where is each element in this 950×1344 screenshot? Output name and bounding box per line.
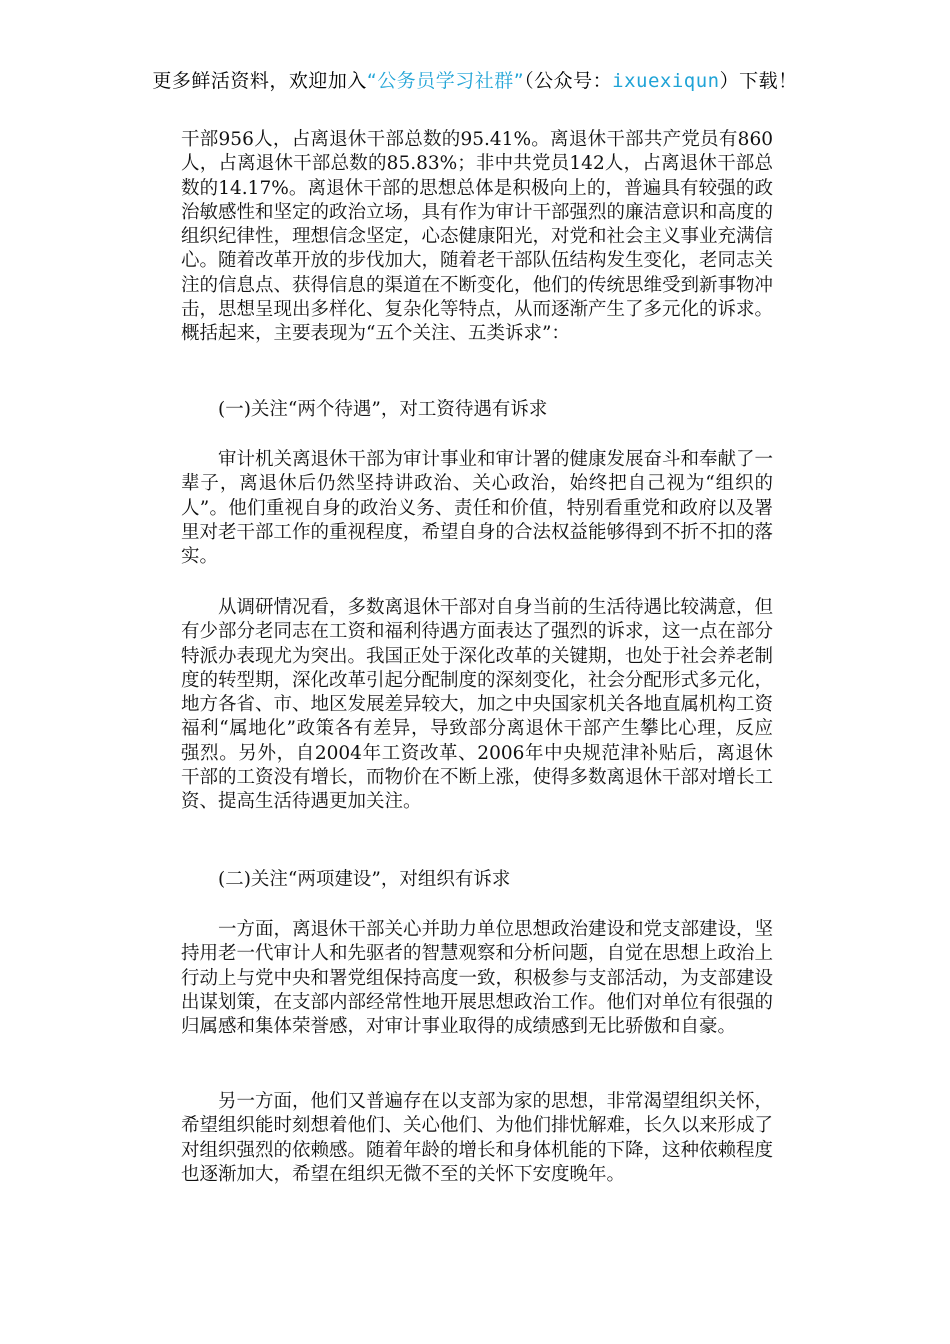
banner-mid: （公众号： bbox=[524, 70, 613, 92]
paragraph-5 bbox=[181, 1090, 773, 1187]
paragraph-text: 一方面，离退休干部关心并助力单位思想政治建设和党支部建设，坚持用老一代审计人和先驱者的智慧观察和分析问题，自觉在思想上政治上行动上与党中央和署党组保持高度一致，积极参与支部活动，为支部建设出谋划策，在支部内部经常性地开展思想政治工作。他们对单位有很强的归属感和集体荣誉感，对审计事业取得的成绩感到无比骄傲和自豪。 bbox=[181, 919, 774, 1038]
banner-suffix: ）下载！ bbox=[719, 70, 798, 92]
paragraph-2 bbox=[181, 448, 773, 569]
heading-text: (一)关注“两个待遇”，对工资待遇有诉求 bbox=[218, 399, 548, 420]
banner-group-name: “公务员学习社群” bbox=[366, 70, 525, 92]
promo-banner bbox=[0, 66, 950, 93]
paragraph-text: 另一方面，他们又普遍存在以支部为家的思想，非常渴望组织关怀，希望组织能时刻想着他们、关心他们、为他们排忧解难，长久以来形成了对组织强烈的依赖感。随着年龄的增长和身体机能的下降，这种依赖程度也逐渐加大，希望在组织无微不至的关怀下安度晚年。 bbox=[181, 1091, 774, 1185]
paragraph-1 bbox=[181, 128, 773, 347]
banner-prefix: 更多鲜活资料，欢迎加入 bbox=[152, 70, 367, 92]
paragraph-text: 审计机关离退休干部为审计事业和审计署的健康发展奋斗和奉献了一辈子，离退休后仍然坚持讲政治、关心政治，始终把自己视为“组织的人”。他们重视自身的政治义务、责任和价值，特别看重党和政府以及署里对老干部工作的重视程度，希望自身的合法权益能够得到不折不扣的落实。 bbox=[181, 449, 774, 568]
paragraph-text: 干部956人，占离退休干部总数的95.41%。离退休干部共产党员有860人，占离退休干部总数的85.83%；非中共党员142人，占离退休干部总数的14.17%。离退休干部的思想总体是积极向上的，普遍具有较强的政治敏感性和坚定的政治立场，具有作为审计干部强烈的廉洁意识和高度的组织纪律性，理想信念坚定，心态健康阳光，对党和社会主义事业充满信心。随着改革开放的步伐加大，随着老干部队伍结构发生变化，老同志关注的信息点、获得信息的渠道在不断变化，他们的传统思维受到新事物冲击，思想呈现出多样化、复杂化等特点，从而逐渐产生了多元化的诉求。概括起来，主要表现为“五个关注、五类诉求”： bbox=[181, 129, 774, 345]
section-heading-2 bbox=[181, 868, 773, 892]
banner-account: ixuexiqun bbox=[612, 70, 720, 92]
section-heading-1 bbox=[181, 398, 773, 422]
paragraph-3 bbox=[181, 596, 773, 815]
paragraph-4 bbox=[181, 918, 773, 1039]
heading-text: (二)关注“两项建设”，对组织有诉求 bbox=[218, 869, 511, 890]
paragraph-text: 从调研情况看，多数离退休干部对自身当前的生活待遇比较满意，但有少部分老同志在工资和福利待遇方面表达了强烈的诉求，这一点在部分特派办表现尤为突出。我国正处于深化改革的关键期，也处于社会养老制度的转型期，深化改革引起分配制度的深刻变化，社会分配形式多元化，地方各省、市、地区发展差异较大，加之中央国家机关各地直属机构工资福利“属地化”政策各有差异，导致部分离退休干部产生攀比心理，反应强烈。另外，自2004年工资改革、2006年中央规范津补贴后，离退休干部的工资没有增长，而物价在不断上涨，使得多数离退休干部对增长工资、提高生活待遇更加关注。 bbox=[181, 597, 774, 813]
